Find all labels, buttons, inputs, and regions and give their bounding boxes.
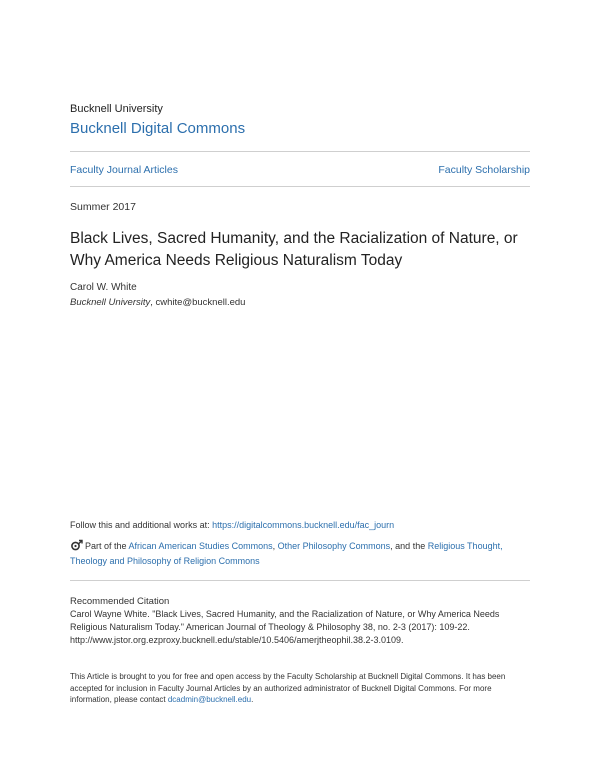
citation-text: Carol Wayne White. "Black Lives, Sacred Humanity, and the Racialization of Nature, or Why America Needs Religious Naturalism Today." American Journal of Theology & Philosophy 38, no. 2-3 (2017): 109-22. http://www.jstor.org.ezproxy.bucknell.edu/stable/10.5406/amerjtheophil.38.2-3.0109.	[70, 609, 500, 645]
faculty-journal-articles-link[interactable]: Faculty Journal Articles	[70, 164, 178, 176]
footer-text: This Article is brought to you for free and open access by the Faculty Scholarship at Bucknell Digital Commons. It has been accepted for inclusion in Faculty Journal Articles by an authorized administrator of Bucknell Digital Commons. For more information, please contact	[70, 672, 506, 704]
publication-date: Summer 2017	[70, 201, 136, 213]
follow-line	[70, 520, 394, 530]
other-philosophy-link[interactable]: Other Philosophy Commons	[277, 541, 391, 551]
author-affiliation	[70, 297, 245, 308]
part-of-sep-1: ,	[272, 541, 278, 551]
footer-notice	[70, 671, 532, 706]
affiliation-separator: ,	[150, 297, 156, 308]
open-access-icon	[70, 539, 83, 551]
repository-link[interactable]: Bucknell Digital Commons	[70, 120, 246, 137]
article-title: Black Lives, Sacred Humanity, and the Racialization of Nature, or Why America Needs Religious Naturalism Today	[70, 230, 518, 269]
institution-name: Bucknell University	[70, 103, 163, 115]
author-name: Carol W. White	[70, 282, 137, 293]
contact-email-link[interactable]: dcadmin@bucknell.edu	[167, 695, 252, 704]
collection-url-link[interactable]: https://digitalcommons.bucknell.edu/fac_journ	[212, 520, 395, 530]
faculty-scholarship-link[interactable]: Faculty Scholarship	[438, 164, 530, 176]
religious-thought-link[interactable]: Religious Thought, Theology and Philosophy of Religion Commons	[70, 541, 503, 566]
part-of-sep-2: , and the	[390, 541, 428, 551]
part-of-line	[70, 539, 540, 569]
citation-heading: Recommended Citation	[70, 596, 170, 607]
divider-top	[70, 151, 530, 152]
part-of-prefix: Part of the	[85, 541, 129, 551]
follow-prefix: Follow this and additional works at:	[70, 520, 213, 530]
author-email: cwhite@bucknell.edu	[155, 297, 246, 308]
divider-nav	[70, 186, 530, 187]
footer-end: .	[251, 695, 254, 704]
affiliation-name: Bucknell University	[70, 297, 151, 308]
african-american-studies-link[interactable]: African American Studies Commons	[128, 541, 273, 551]
divider-citation	[70, 580, 530, 581]
